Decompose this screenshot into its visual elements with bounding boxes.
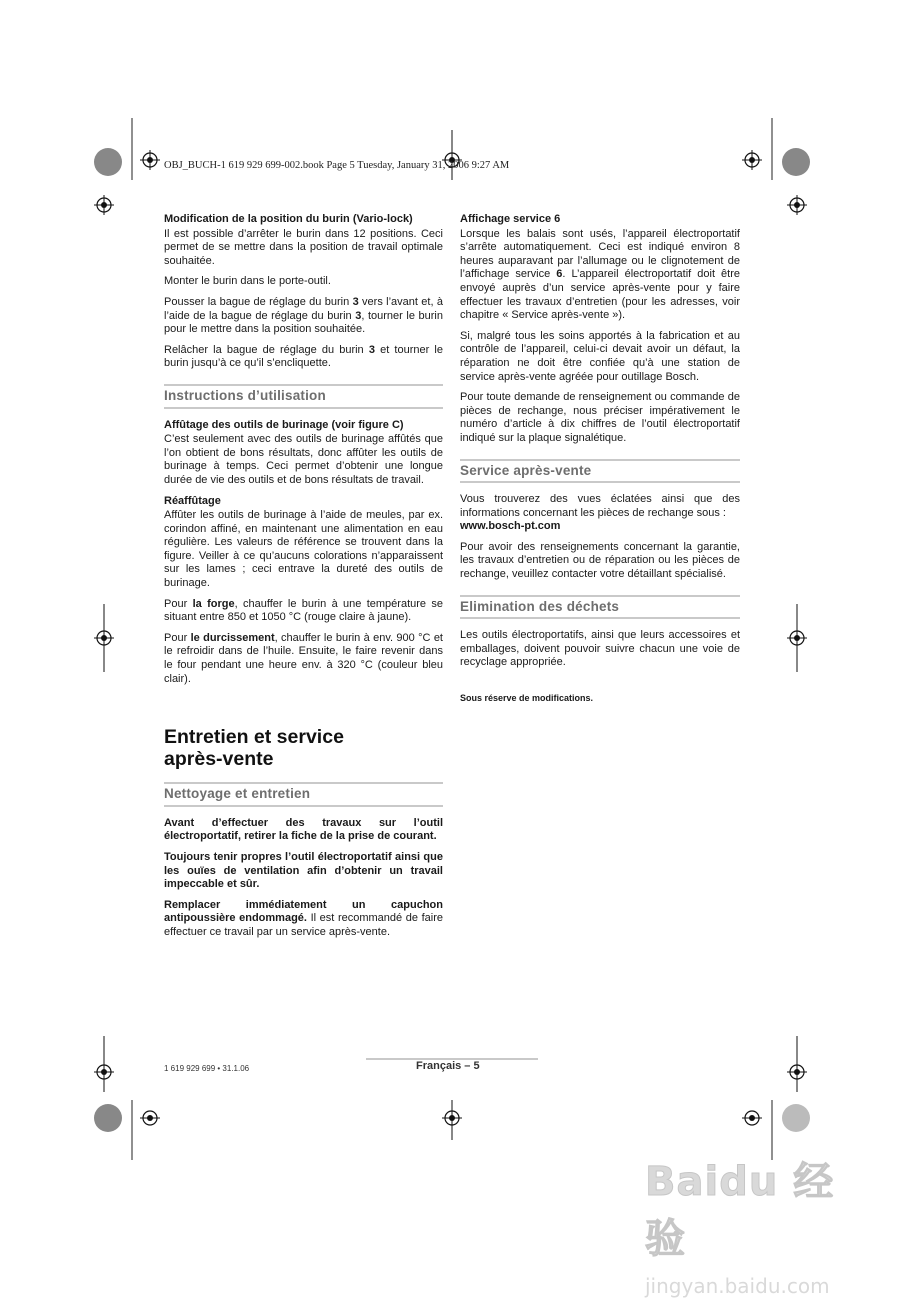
watermark-brand: Baidu 经验 xyxy=(645,1159,835,1262)
affutage-paragraph: C’est seulement avec des outils de burinage affûtés que l’on obtient de bons résultats, donc affûter les outils de burinage à temps. Ceci permet d’obtenir une longue durée de vie des outils et de bons résultats de travail. xyxy=(164,433,443,486)
file-header: OBJ_BUCH-1 619 929 699-002.book Page 5 Tuesday, January 31, 2006 9:27 AM xyxy=(164,160,510,171)
chapter-title-line-2: après-vente xyxy=(164,748,274,771)
right-column xyxy=(460,213,740,706)
chapter-title-line-1: Entretien et service xyxy=(164,726,344,749)
section-title-elimination: Elimination des déchets xyxy=(460,595,740,620)
vario-paragraph-1: Il est possible d’arrêter le burin dans 12 positions. Ceci permet de se mettre dans la position de travail optimale souhaitée. xyxy=(164,227,443,267)
footer-page-label: Français – 5 xyxy=(416,1060,480,1072)
service-paragraph-1: Vous trouverez des vues éclatées ainsi que des informations concernant les pièces de rechange sous : www.bosch-pt.com xyxy=(460,493,740,533)
nettoyage-paragraph-2: Toujours tenir propres l’outil électroportatif ainsi que les ouïes de ventilation afin d’obtenir un travail impeccable et sûr. xyxy=(164,851,443,891)
section-title-instructions: Instructions d’utilisation xyxy=(164,384,443,409)
affutage-title: Affûtage des outils de burinage (voir figure C) xyxy=(164,418,404,431)
left-column xyxy=(164,213,443,947)
forge-paragraph: Pour la forge, chauffer le burin à une température se situant entre 850 et 1050 °C (rouge claire à jaune). xyxy=(164,597,443,624)
nettoyage-paragraph-3: Remplacer immédiatement un capuchon antipoussière endommagé. Il est recommandé de faire effectuer ce travail par un service après-vente. xyxy=(164,898,443,938)
elimination-paragraph: Les outils électroportatifs, ainsi que leurs accessoires et emballages, doivent pouvoir suivre chacun une voie de recyclage appropriée. xyxy=(460,629,740,669)
watermark-url: jingyan.baidu.com xyxy=(645,1274,830,1298)
vario-paragraph-2: Monter le burin dans le porte-outil. xyxy=(164,275,331,288)
vario-title: Modification de la position du burin (Vario-lock) xyxy=(164,213,413,225)
section-title-nettoyage: Nettoyage et entretien xyxy=(164,782,443,807)
service-url[interactable]: www.bosch-pt.com xyxy=(460,520,561,533)
affichage-paragraph-1: Lorsque les balais sont usés, l’appareil électroportatif s’arrête automatiquement. Ceci est indiqué environ 8 heures auparavant par l’allumage ou le clignotement de l’affichage service 6. L’appareil électroportatif doit être envoyé auprès d’un service après-vente pour y faire effectuer les travaux d’entretien (pour les adresses, voir chapitre « Service après-vente »). xyxy=(460,227,740,322)
affichage-title: Affichage service 6 xyxy=(460,213,561,225)
affichage-paragraph-2: Si, malgré tous les soins apportés à la fabrication et au contrôle de l’appareil, celui-ci devait avoir un défaut, la réparation ne doit être confiée qu’à une station de service après-vente agréée pour outillage Bosch. xyxy=(460,329,740,383)
reserve-note: Sous réserve de modifications. xyxy=(460,693,594,704)
section-title-service: Service après-vente xyxy=(460,459,740,484)
affichage-paragraph-3: Pour toute demande de renseignement ou commande de pièces de rechange, nous préciser impérativement le numéro d’article à dix chiffres de l’outil électroportatif indiqué sur la plaque signalétique. xyxy=(460,391,740,444)
durcissement-paragraph: Pour le durcissement, chauffer le burin à env. 900 °C et le refroidir dans de l’huile. Ensuite, le faire revenir dans le four pendant une heure env. à 320 °C (couleur bleu clair). xyxy=(164,631,443,685)
footer-doc-number: 1 619 929 699 • 31.1.06 xyxy=(164,1064,250,1073)
vario-paragraph-3: Pousser la bague de réglage du burin 3 vers l’avant et, à l’aide de la bague de réglage du burin 3, tourner le burin pour le mettre dans la position souhaitée. xyxy=(164,295,443,336)
baidu-watermark xyxy=(645,1150,865,1298)
chapter-title xyxy=(164,726,443,770)
reaffutage-title: Réaffûtage xyxy=(164,494,221,507)
service-paragraph-2: Pour avoir des renseignements concernant la garantie, les travaux d’entretien ou de réparation ou les pièces de rechange, veuillez contacter votre détaillant spécialisé. xyxy=(460,540,740,581)
vario-paragraph-4: Relâcher la bague de réglage du burin 3 et tourner le burin jusqu’à ce qu’il s’encliquette. xyxy=(164,343,443,370)
nettoyage-paragraph-1: Avant d’effectuer des travaux sur l’outil électroportatif, retirer la fiche de la prise de courant. xyxy=(164,816,443,843)
reaffutage-paragraph: Affûter les outils de burinage à l’aide de meules, par ex. corindon affiné, en maintenant une alimentation en eau régulière. Les valeurs de référence se trouvent dans la figure. Veiller à ce qu’aucuns colorations n’apparaissent sur les lames ; ceci entrave la dureté des outils de burinage. xyxy=(164,509,443,590)
